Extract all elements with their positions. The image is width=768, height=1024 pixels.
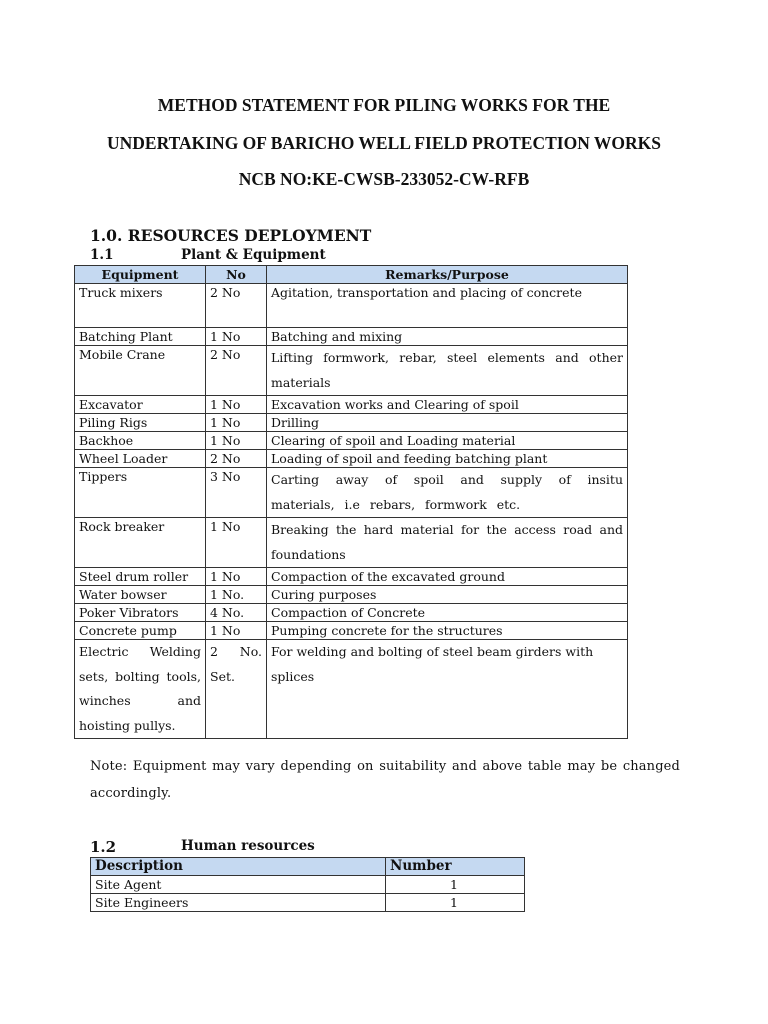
table-row — [75, 640, 628, 739]
no-cell: 1 No — [206, 518, 267, 568]
number-cell: 1 — [386, 894, 525, 912]
section-number-1-2: 1.2 — [90, 838, 117, 856]
section-number-1-1: 1.1 — [90, 247, 114, 263]
col-header-no: No — [206, 266, 267, 284]
remarks-cell: Batching and mixing — [267, 328, 628, 346]
no-cell: 1 No — [206, 432, 267, 450]
remarks-cell: Compaction of the excavated ground — [267, 568, 628, 586]
no-cell: 1 No — [206, 328, 267, 346]
table-row — [75, 284, 628, 328]
table-row — [91, 894, 525, 912]
no-cell: 2 No — [206, 284, 267, 328]
table-row — [75, 518, 628, 568]
remarks-cell: Curing purposes — [267, 586, 628, 604]
equipment-cell: Excavator — [75, 396, 206, 414]
equipment-cell: Batching Plant — [75, 328, 206, 346]
table-row — [75, 586, 628, 604]
description-cell: Site Engineers — [91, 894, 386, 912]
no-cell: 1 No. — [206, 586, 267, 604]
table-row — [75, 346, 628, 396]
section-heading-resources: 1.0. RESOURCES DEPLOYMENT — [90, 226, 372, 245]
no-cell: 1 No — [206, 568, 267, 586]
remarks-cell: Lifting formwork, rebar, steel elements and other materials — [267, 346, 628, 396]
no-cell: 1 No — [206, 622, 267, 640]
equipment-note: Note: Equipment may vary depending on suitability and above table may be changed accordingly. — [90, 759, 680, 801]
remarks-cell: Compaction of Concrete — [267, 604, 628, 622]
remarks-cell: Carting away of spoil and supply of insitu materials, i.e rebars, formwork etc. — [267, 468, 628, 518]
equipment-cell: Electric Welding sets, bolting tools, winches and hoisting pullys. — [75, 640, 206, 739]
remarks-cell: Agitation, transportation and placing of concrete — [267, 284, 628, 328]
remarks-cell: Loading of spoil and feeding batching plant — [267, 450, 628, 468]
equipment-cell: Wheel Loader — [75, 450, 206, 468]
remarks-cell: For welding and bolting of steel beam girders with splices — [267, 640, 628, 739]
remarks-cell: Clearing of spoil and Loading material — [267, 432, 628, 450]
equipment-cell: Tippers — [75, 468, 206, 518]
no-cell: 2 No — [206, 450, 267, 468]
description-cell: Site Agent — [91, 876, 386, 894]
table-row — [75, 414, 628, 432]
table-row — [75, 604, 628, 622]
col-header-description: Description — [91, 858, 386, 876]
equipment-table — [74, 265, 628, 739]
col-header-number: Number — [386, 858, 525, 876]
remarks-cell: Breaking the hard material for the access road and foundations — [267, 518, 628, 568]
no-cell: 1 No — [206, 396, 267, 414]
no-cell: 4 No. — [206, 604, 267, 622]
col-header-remarks: Remarks/Purpose — [267, 266, 628, 284]
table-row — [75, 468, 628, 518]
table-row — [75, 396, 628, 414]
human-resources-table-header — [91, 858, 525, 876]
section-title-human-resources: Human resources — [181, 838, 315, 854]
equipment-cell: Mobile Crane — [75, 346, 206, 396]
title-line-2: UNDERTAKING OF BARICHO WELL FIELD PROTECTION WORKS — [107, 133, 661, 153]
title-line-3: NCB NO:KE-CWSB-233052-CW-RFB — [238, 169, 530, 189]
no-cell: 2 No. Set. — [206, 640, 267, 739]
no-cell: 1 No — [206, 414, 267, 432]
no-cell: 3 No — [206, 468, 267, 518]
no-cell: 2 No — [206, 346, 267, 396]
section-title-plant-equipment: Plant & Equipment — [181, 247, 326, 263]
table-row — [75, 568, 628, 586]
table-row — [75, 328, 628, 346]
equipment-cell: Truck mixers — [75, 284, 206, 328]
table-row — [75, 622, 628, 640]
remarks-cell: Pumping concrete for the structures — [267, 622, 628, 640]
title-line-1: METHOD STATEMENT FOR PILING WORKS FOR THE — [157, 95, 611, 115]
remarks-cell: Excavation works and Clearing of spoil — [267, 396, 628, 414]
equipment-table-header — [75, 266, 628, 284]
equipment-cell: Water bowser — [75, 586, 206, 604]
table-row — [75, 432, 628, 450]
equipment-cell: Rock breaker — [75, 518, 206, 568]
equipment-cell: Concrete pump — [75, 622, 206, 640]
number-cell: 1 — [386, 876, 525, 894]
table-row — [75, 450, 628, 468]
equipment-cell: Steel drum roller — [75, 568, 206, 586]
human-resources-table — [90, 857, 525, 912]
table-row — [91, 876, 525, 894]
equipment-cell: Poker Vibrators — [75, 604, 206, 622]
equipment-cell: Backhoe — [75, 432, 206, 450]
equipment-cell: Piling Rigs — [75, 414, 206, 432]
col-header-equipment: Equipment — [75, 266, 206, 284]
remarks-cell: Drilling — [267, 414, 628, 432]
